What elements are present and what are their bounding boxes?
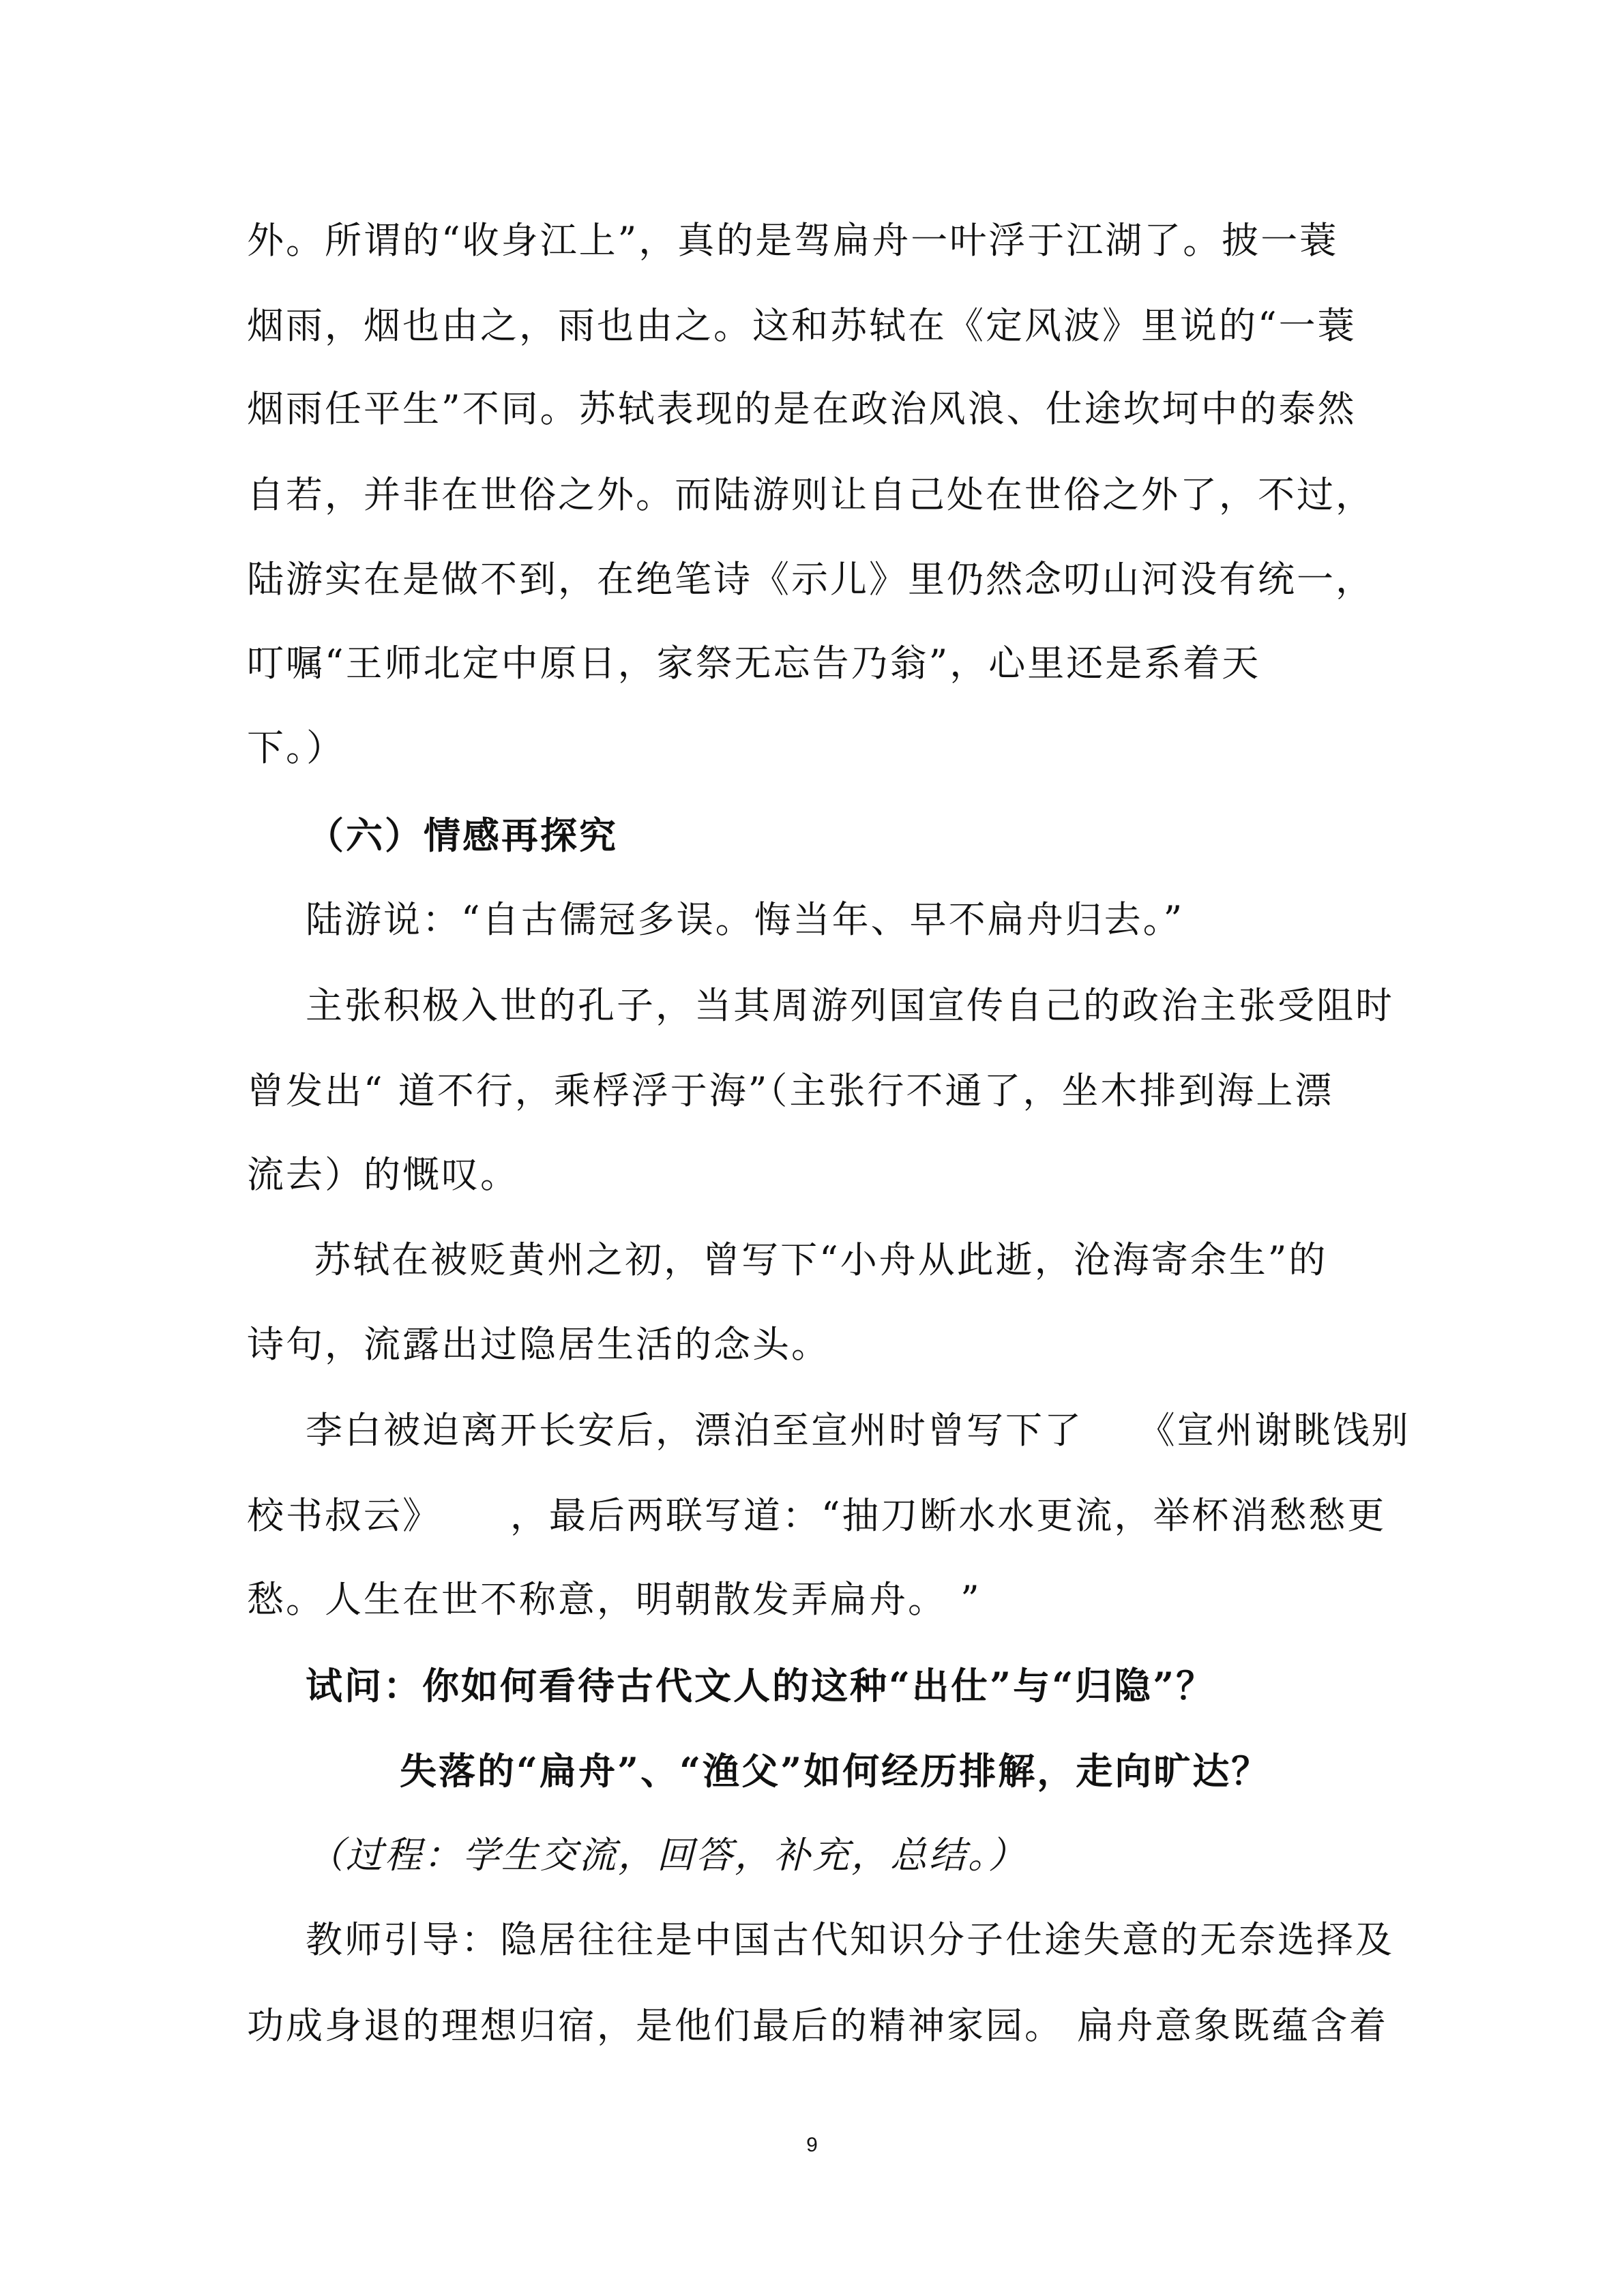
question-line: 失落的“扁舟”、“渔父”如何经历排解，走向旷达？ [400, 1749, 1271, 1793]
body-text-line: 李白被迫离开长安后，漂泊至宣州时曾写下了 《宣州谢眺饯别 [306, 1409, 1411, 1452]
body-text-line: 烟雨任平生”不同。苏轼表现的是在政治风浪、仕途坎坷中的泰然 [247, 387, 1357, 430]
body-text-line: 校书叔云》 ，最后两联写道：“抽刀断水水更流，举杯消愁愁更 [247, 1494, 1387, 1537]
process-note: （过程：学生交流，回答，补充，总结。） [307, 1834, 1027, 1877]
body-text-line: 教师引导：隐居往往是中国古代知识分子仕途失意的无奈选择及 [306, 1918, 1394, 1961]
body-text-line: 自若，并非在世俗之外。而陆游则让自己处在世俗之外了，不过， [247, 473, 1374, 516]
section-heading: （六）情感再探究 [307, 814, 618, 857]
body-text-line: 陆游实在是做不到，在绝笔诗《示儿》里仍然念叨山河没有统一， [247, 558, 1374, 601]
body-text-line: 苏轼在被贬黄州之初，曾写下“小舟从此逝，沧海寄余生”的 [300, 1238, 1328, 1281]
body-text-line: 主张积极入世的孔子，当其周游列国宣传自己的政治主张受阻时 [306, 984, 1394, 1027]
body-text-line: 外。所谓的“收身江上”，真的是驾扁舟一叶浮于江湖了。披一蓑 [247, 219, 1339, 262]
body-text-line: 愁。人生在世不称意，明朝散发弄扁舟。 ” [247, 1578, 981, 1621]
body-text-line: 叮嘱“王师北定中原日，家祭无忘告乃翁”，心里还是系着天 [247, 642, 1261, 685]
body-text-line: 曾发出“ 道不行，乘桴浮于海”（主张行不通了，坐木排到海上漂 [247, 1069, 1334, 1112]
question-line: 试问：你如何看待古代文人的这种“出仕”与“归隐”？ [306, 1664, 1215, 1708]
body-text-line: 下。） [247, 726, 345, 769]
body-text-line: 陆游说：“自古儒冠多误。悔当年、早不扁舟归去。” [306, 898, 1185, 941]
body-text-line: 流去）的慨叹。 [247, 1153, 519, 1196]
body-text-line: 烟雨，烟也由之，雨也由之。这和苏轼在《定风波》里说的“一蓑 [247, 304, 1357, 347]
body-text-line: 诗句，流露出过隐居生活的念头。 [247, 1323, 830, 1366]
page-number: 9 [806, 2134, 818, 2156]
body-text-line: 功成身退的理想归宿，是他们最后的精神家园。 扁舟意象既蕴含着 [247, 2004, 1389, 2047]
